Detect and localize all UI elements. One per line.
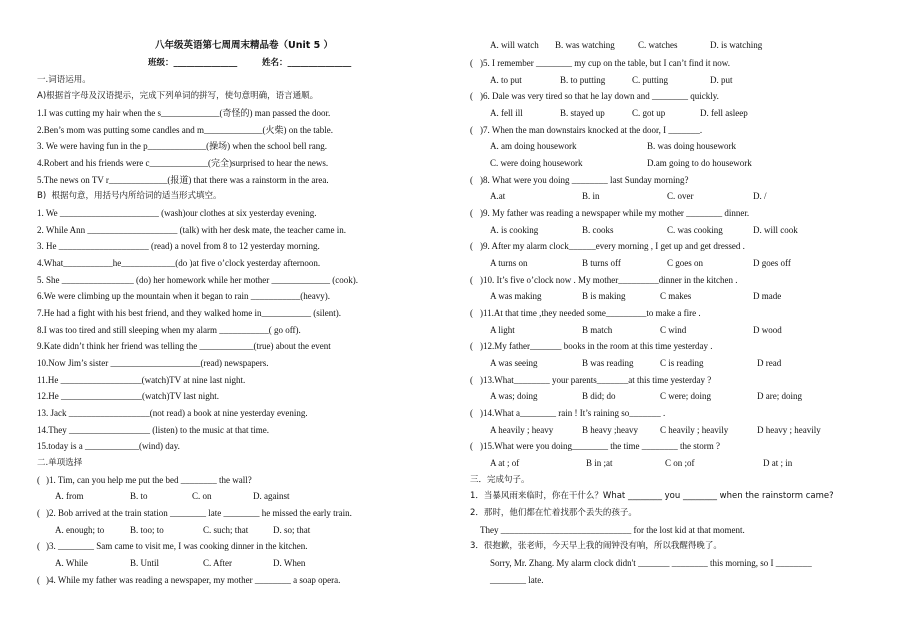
sectionA-item-2: 2.Ben’s mom was putting some candles and m_____________(火柴) on the table.	[37, 125, 333, 135]
sectionB-item-10: 10.Now Jim’s sister ____________________(read) newspapers.	[37, 358, 269, 368]
sectionB-item-3: 3. He ____________________ (read) a novel from 8 to 12 yesterday morning.	[37, 241, 320, 251]
question-9-option-b: B. cooks	[582, 225, 614, 235]
sectionB-item-2: 2. While Ann ____________________ (talk) with her desk mate, the teacher came in.	[37, 225, 347, 235]
part3-item-2-answer: They _____________________________ for the lost kid at that moment.	[480, 525, 745, 535]
sectionB-item-7: 7.He had a fight with his best friend, and they walked home in___________ (silent).	[37, 308, 341, 318]
question-11-option-c: C wind	[660, 325, 687, 335]
question-2-option-b: B. too; to	[130, 525, 164, 535]
part3-heading: 三．完成句子。	[470, 475, 530, 485]
question-13-option-b: B did; do	[582, 391, 616, 401]
question-5-stem: )5. I remember ________ my cup on the table, but I can’t find it now.	[480, 58, 730, 68]
question-11-option-d: D wood	[753, 325, 782, 335]
question-6-option-a: A. fell ill	[490, 108, 523, 118]
question-13-stem: )13.What________ your parents_______at this time yesterday ?	[480, 375, 712, 385]
answer-paren: (	[470, 408, 473, 418]
question-11-option-a: A light	[490, 325, 515, 335]
question-2-option-d: D. so; that	[273, 525, 311, 535]
sectionA-item-5: 5.The news on TV r_____________(报道) that there was a rainstorm in the area.	[37, 175, 329, 185]
sectionB-item-14: 14.They __________________ (listen) to the music at that time.	[37, 425, 269, 435]
part3-item-3-answer-cont: ________ late.	[490, 575, 544, 585]
question-5-option-c: C. putting	[632, 75, 669, 85]
question-1-option-a: A. from	[55, 491, 84, 501]
answer-paren: (	[37, 575, 40, 585]
question-2-stem: )2. Bob arrived at the train station ________ late ________ he missed the early train.	[46, 508, 352, 518]
question-7-option-d: D.am going to do housework	[647, 158, 752, 168]
question-13-option-a: A was; doing	[490, 391, 538, 401]
part1-heading: 一.词语运用。	[37, 75, 91, 85]
answer-paren: (	[37, 475, 40, 485]
question-7-option-c: C. were doing housework	[490, 158, 583, 168]
question-10-stem: )10. It’s five o’clock now . My mother_________dinner in the kitchen .	[480, 275, 738, 285]
question-7-stem: )7. When the man downstairs knocked at the door, I _______.	[480, 125, 703, 135]
sectionB-item-11: 11.He __________________(watch)TV at nine last night.	[37, 375, 246, 385]
sectionB-item-6: 6.We were climbing up the mountain when it began to rain ___________(heavy).	[37, 291, 330, 301]
part3-item-1: 1．当暴风雨来临时，你在干什么？What ________ you ________ when the rainstorm came?	[470, 491, 834, 501]
question-10-option-b: B is making	[582, 291, 626, 301]
question-4-stem: )4. While my father was reading a newspaper, my mother ________ a soap opera.	[46, 575, 341, 585]
question-9-option-d: D. will cook	[753, 225, 798, 235]
answer-paren: (	[470, 241, 473, 251]
question-12-option-d: D read	[757, 358, 782, 368]
question-13-option-d: D are; doing	[757, 391, 802, 401]
question-6-option-d: D. fell asleep	[700, 108, 748, 118]
question-9b-option-d: D goes off	[753, 258, 791, 268]
question-8-stem: )8. What were you doing ________ last Sunday morning?	[480, 175, 689, 185]
question-15-stem: )15.What were you doing________ the time ________ the storm ?	[480, 441, 720, 451]
answer-paren: (	[470, 375, 473, 385]
question-6-stem: )6. Dale was very tired so that he lay down and ________ quickly.	[480, 91, 719, 101]
question-9b-option-c: C goes on	[667, 258, 703, 268]
question-3-option-b: B. Until	[130, 558, 160, 568]
sectionB-item-13: 13. Jack __________________(not read) a book at nine yesterday evening.	[37, 408, 308, 418]
question-7-option-b: B. was doing housework	[647, 141, 736, 151]
question-14-option-b: B heavy ;heavy	[582, 425, 638, 435]
answer-paren: (	[37, 541, 40, 551]
sectionB-item-12: 12.He __________________(watch)TV last night.	[37, 391, 220, 401]
question-9b-stem: )9. After my alarm clock______every morning , I get up and get dressed .	[480, 241, 745, 251]
question-9b-option-b: B turns off	[582, 258, 621, 268]
question-14-option-c: C heavily ; heavily	[660, 425, 729, 435]
sectionB-instruction: B) 根据句意，用括号内所给词的适当形式填空。	[37, 191, 222, 201]
question-7-option-a: A. am doing housework	[490, 141, 577, 151]
question-14-stem: )14.What a________ rain ! It’s raining so_______ .	[480, 408, 666, 418]
answer-paren: (	[470, 341, 473, 351]
question-4-option-b: B. was watching	[555, 40, 615, 50]
question-15-option-a: A at ; of	[490, 458, 520, 468]
question-12-stem: )12.My father_______ books in the room at this time yesterday .	[480, 341, 713, 351]
question-3-option-a: A. While	[55, 558, 88, 568]
question-14-option-d: D heavy ; heavily	[757, 425, 821, 435]
question-4-option-c: C. watches	[638, 40, 678, 50]
sectionB-item-8: 8.I was too tired and still sleeping when my alarm ___________( go off).	[37, 325, 301, 335]
answer-paren: (	[470, 58, 473, 68]
question-2-option-a: A. enough; to	[55, 525, 105, 535]
question-10-option-d: D made	[753, 291, 782, 301]
question-4-option-d: D. is watching	[710, 40, 763, 50]
question-15-option-b: B in ;at	[586, 458, 613, 468]
question-12-option-b: B was reading	[582, 358, 634, 368]
question-12-option-a: A was seeing	[490, 358, 538, 368]
question-8-option-c: C. over	[667, 191, 694, 201]
sectionB-item-1: 1. We ______________________ (wash)our clothes at six yesterday evening.	[37, 208, 317, 218]
answer-paren: (	[37, 508, 40, 518]
answer-paren: (	[470, 208, 473, 218]
answer-paren: (	[470, 175, 473, 185]
question-11-stem: )11.At that time ,they needed some_________to make a fire .	[480, 308, 701, 318]
sectionA-item-1: 1.I was cutting my hair when the s_____________(奇怪的) man passed the door.	[37, 108, 331, 118]
question-5-option-d: D. put	[710, 75, 733, 85]
question-1-stem: )1. Tim, can you help me put the bed ________ the wall?	[46, 475, 252, 485]
question-12-option-c: C is reading	[660, 358, 704, 368]
question-1-option-c: C. on	[192, 491, 212, 501]
question-9-option-a: A. is cooking	[490, 225, 539, 235]
part3-item-3-answer: Sorry, Mr. Zhang. My alarm clock didn't _______ ________ this morning, so I ________	[490, 558, 812, 568]
sectionA-item-4: 4.Robert and his friends were c_____________(完全)surprised to hear the news.	[37, 158, 329, 168]
question-15-option-d: D at ; in	[763, 458, 793, 468]
question-10-option-c: C makes	[660, 291, 692, 301]
answer-paren: (	[470, 275, 473, 285]
question-11-option-b: B match	[582, 325, 613, 335]
question-10-option-a: A was making	[490, 291, 542, 301]
question-6-option-c: C. got up	[632, 108, 666, 118]
answer-paren: (	[470, 441, 473, 451]
part2-heading: 二.单项选择	[37, 458, 83, 468]
question-9b-option-a: A turns on	[490, 258, 528, 268]
answer-paren: (	[470, 91, 473, 101]
question-6-option-b: B. stayed up	[560, 108, 605, 118]
question-4-option-a: A. will watch	[490, 40, 539, 50]
sectionB-item-5: 5. She ________________ (do) her homework while her mother _____________ (cook).	[37, 275, 358, 285]
question-3-option-c: C. After	[203, 558, 232, 568]
sectionA-item-3: 3. We were having fun in the p_____________(操场) when the school bell rang.	[37, 141, 328, 151]
sectionB-item-4: 4.What___________he____________(do )at five o’clock yesterday afternoon.	[37, 258, 321, 268]
question-3-stem: )3. ________ Sam came to visit me, I was cooking dinner in the kitchen.	[46, 541, 308, 551]
question-13-option-c: C were; doing	[660, 391, 711, 401]
sectionB-item-9: 9.Kate didn’t think her friend was telling the ____________(true) about the event	[37, 341, 331, 351]
question-15-option-c: C on ;of	[665, 458, 695, 468]
question-8-option-b: B. in	[582, 191, 600, 201]
part3-item-2-prompt: 2．那时，他们都在忙着找那个丢失的孩子。	[470, 508, 637, 518]
question-14-option-a: A heavily ; heavy	[490, 425, 554, 435]
sectionB-item-15: 15.today is a ____________(wind) day.	[37, 441, 180, 451]
question-8-option-a: A.at	[490, 191, 506, 201]
page-title: 八年级英语第七周周末精品卷（Unit 5 ）	[155, 40, 334, 51]
question-9-stem: )9. My father was reading a newspaper while my mother ________ dinner.	[480, 208, 750, 218]
name-field: 姓名：_______________	[262, 58, 352, 68]
sectionA-instruction: A)根据首字母及汉语提示，完成下列单词的拼写，使句意明确，语言通顺。	[37, 91, 319, 101]
question-8-option-d: D. /	[753, 191, 767, 201]
answer-paren: (	[470, 308, 473, 318]
class-field: 班级：_______________	[148, 58, 238, 68]
question-9-option-c: C. was cooking	[667, 225, 723, 235]
question-2-option-c: C. such; that	[203, 525, 249, 535]
question-5-option-b: B. to putting	[560, 75, 606, 85]
question-1-option-b: B. to	[130, 491, 148, 501]
question-3-option-d: D. When	[273, 558, 306, 568]
question-5-option-a: A. to put	[490, 75, 522, 85]
question-1-option-d: D. against	[253, 491, 290, 501]
part3-item-3-prompt: 3．很抱歉，张老师，今天早上我的闹钟没有响，所以我醒得晚了。	[470, 541, 722, 551]
answer-paren: (	[470, 125, 473, 135]
